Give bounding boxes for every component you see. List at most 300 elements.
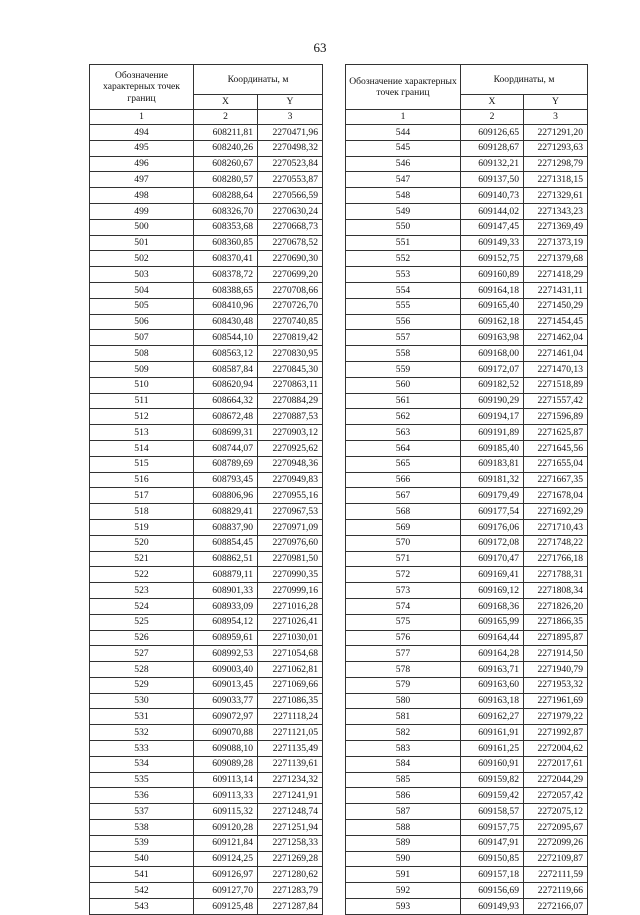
- table-row: [90, 551, 323, 567]
- point-id-cell: 499: [90, 203, 194, 219]
- x-header: X: [194, 95, 258, 110]
- x-coordinate-cell: 609176,06: [461, 519, 524, 535]
- designation-header: Обозначение характерных точек границ: [346, 65, 461, 110]
- x-coordinate-cell: 609190,29: [461, 393, 524, 409]
- x-coordinate-cell: 608388,65: [194, 282, 258, 298]
- y-coordinate-cell: 2270981,50: [258, 551, 323, 567]
- point-id-cell: 551: [346, 235, 461, 251]
- point-id-cell: 494: [90, 125, 194, 141]
- table-row: [346, 156, 588, 172]
- table-row: [346, 440, 588, 456]
- point-id-cell: 514: [90, 440, 194, 456]
- x-coordinate-cell: 609013,45: [194, 677, 258, 693]
- x-coordinate-cell: 609140,73: [461, 188, 524, 204]
- table-row: [346, 488, 588, 504]
- y-coordinate-cell: 2272044,29: [524, 772, 588, 788]
- point-id-cell: 502: [90, 251, 194, 267]
- table-row: [90, 504, 323, 520]
- point-id-cell: 566: [346, 472, 461, 488]
- point-id-cell: 520: [90, 535, 194, 551]
- x-coordinate-cell: 609137,50: [461, 172, 524, 188]
- point-id-cell: 540: [90, 851, 194, 867]
- point-id-cell: 547: [346, 172, 461, 188]
- table-row: [346, 472, 588, 488]
- x-coordinate-cell: 608260,67: [194, 156, 258, 172]
- point-id-cell: 505: [90, 298, 194, 314]
- table-row: [346, 598, 588, 614]
- x-coordinate-cell: 608806,96: [194, 488, 258, 504]
- table-row: [346, 883, 588, 899]
- point-id-cell: 544: [346, 125, 461, 141]
- y-coordinate-cell: 2271283,79: [258, 883, 323, 899]
- table-row: [346, 614, 588, 630]
- y-header: Y: [524, 95, 588, 110]
- x-coordinate-cell: 609172,07: [461, 361, 524, 377]
- table-row: [90, 677, 323, 693]
- table-row: [90, 851, 323, 867]
- x-coordinate-cell: 609182,52: [461, 377, 524, 393]
- x-coordinate-cell: 609172,08: [461, 535, 524, 551]
- y-coordinate-cell: 2270971,09: [258, 519, 323, 535]
- table-row: [346, 409, 588, 425]
- x-coordinate-cell: 608744,07: [194, 440, 258, 456]
- y-coordinate-cell: 2271895,87: [524, 630, 588, 646]
- table-row: [346, 630, 588, 646]
- x-coordinate-cell: 609191,89: [461, 425, 524, 441]
- x-coordinate-cell: 608410,96: [194, 298, 258, 314]
- y-coordinate-cell: 2270726,70: [258, 298, 323, 314]
- point-id-cell: 523: [90, 583, 194, 599]
- point-id-cell: 527: [90, 646, 194, 662]
- x-coordinate-cell: 608664,32: [194, 393, 258, 409]
- point-id-cell: 501: [90, 235, 194, 251]
- y-coordinate-cell: 2271248,74: [258, 804, 323, 820]
- point-id-cell: 542: [90, 883, 194, 899]
- point-id-cell: 553: [346, 267, 461, 283]
- table-row: [90, 662, 323, 678]
- y-coordinate-cell: 2271470,13: [524, 361, 588, 377]
- y-coordinate-cell: 2271291,20: [524, 125, 588, 141]
- point-id-cell: 543: [90, 899, 194, 915]
- x-coordinate-cell: 608563,12: [194, 346, 258, 362]
- y-coordinate-cell: 2271280,62: [258, 867, 323, 883]
- point-id-cell: 541: [90, 867, 194, 883]
- x-coordinate-cell: 609157,75: [461, 820, 524, 836]
- table-row: [346, 772, 588, 788]
- y-coordinate-cell: 2271026,41: [258, 614, 323, 630]
- table-row: [346, 567, 588, 583]
- x-coordinate-cell: 608280,57: [194, 172, 258, 188]
- table-row: [346, 219, 588, 235]
- table-row: [90, 820, 323, 836]
- x-coordinate-cell: 608370,41: [194, 251, 258, 267]
- point-id-cell: 519: [90, 519, 194, 535]
- point-id-cell: 563: [346, 425, 461, 441]
- coordinates-header: Координаты, м: [461, 65, 588, 95]
- point-id-cell: 524: [90, 598, 194, 614]
- x-coordinate-cell: 609185,40: [461, 440, 524, 456]
- table-row: [90, 267, 323, 283]
- table-row: [90, 883, 323, 899]
- y-coordinate-cell: 2271054,68: [258, 646, 323, 662]
- y-coordinate-cell: 2270887,53: [258, 409, 323, 425]
- y-coordinate-cell: 2270498,32: [258, 140, 323, 156]
- table-row: [90, 835, 323, 851]
- point-id-cell: 586: [346, 788, 461, 804]
- y-coordinate-cell: 2270976,60: [258, 535, 323, 551]
- x-coordinate-cell: 608587,84: [194, 361, 258, 377]
- point-id-cell: 581: [346, 709, 461, 725]
- y-coordinate-cell: 2271914,50: [524, 646, 588, 662]
- coordinates-table-left: [89, 64, 323, 915]
- point-id-cell: 588: [346, 820, 461, 836]
- table-row: [346, 693, 588, 709]
- x-coordinate-cell: 609194,17: [461, 409, 524, 425]
- designation-header: Обозначение характерных точек границ: [90, 65, 194, 110]
- y-coordinate-cell: 2272111,59: [524, 867, 588, 883]
- point-id-cell: 522: [90, 567, 194, 583]
- table-row: [90, 614, 323, 630]
- y-coordinate-cell: 2271069,66: [258, 677, 323, 693]
- point-id-cell: 517: [90, 488, 194, 504]
- x-coordinate-cell: 609124,25: [194, 851, 258, 867]
- x-coordinate-cell: 609113,14: [194, 772, 258, 788]
- y-coordinate-cell: 2271596,89: [524, 409, 588, 425]
- x-coordinate-cell: 609159,42: [461, 788, 524, 804]
- point-id-cell: 503: [90, 267, 194, 283]
- point-id-cell: 549: [346, 203, 461, 219]
- table-row: [346, 646, 588, 662]
- table-row: [346, 535, 588, 551]
- y-coordinate-cell: 2271086,35: [258, 693, 323, 709]
- point-id-cell: 511: [90, 393, 194, 409]
- table-row: [90, 472, 323, 488]
- point-id-cell: 535: [90, 772, 194, 788]
- point-id-cell: 572: [346, 567, 461, 583]
- y-coordinate-cell: 2271030,01: [258, 630, 323, 646]
- y-coordinate-cell: 2271373,19: [524, 235, 588, 251]
- y-coordinate-cell: 2272119,66: [524, 883, 588, 899]
- point-id-cell: 496: [90, 156, 194, 172]
- y-coordinate-cell: 2271369,49: [524, 219, 588, 235]
- x-coordinate-cell: 609181,32: [461, 472, 524, 488]
- x-coordinate-cell: 609121,84: [194, 835, 258, 851]
- x-coordinate-cell: 608837,90: [194, 519, 258, 535]
- y-coordinate-cell: 2272099,26: [524, 835, 588, 851]
- y-coordinate-cell: 2270553,87: [258, 172, 323, 188]
- x-header: X: [461, 95, 524, 110]
- x-coordinate-cell: 609072,97: [194, 709, 258, 725]
- table-row: [90, 314, 323, 330]
- y-coordinate-cell: 2271766,18: [524, 551, 588, 567]
- point-id-cell: 548: [346, 188, 461, 204]
- x-coordinate-cell: 609169,12: [461, 583, 524, 599]
- table-row: [90, 899, 323, 915]
- y-coordinate-cell: 2271655,04: [524, 456, 588, 472]
- point-id-cell: 508: [90, 346, 194, 362]
- x-coordinate-cell: 608959,61: [194, 630, 258, 646]
- x-coordinate-cell: 609157,18: [461, 867, 524, 883]
- y-coordinate-cell: 2271269,28: [258, 851, 323, 867]
- y-coordinate-cell: 2270955,16: [258, 488, 323, 504]
- table-row: [90, 646, 323, 662]
- table-row: [90, 693, 323, 709]
- table-row: [90, 251, 323, 267]
- x-coordinate-cell: 609144,02: [461, 203, 524, 219]
- table-row: [90, 804, 323, 820]
- y-coordinate-cell: 2271667,35: [524, 472, 588, 488]
- point-id-cell: 500: [90, 219, 194, 235]
- table-row: [346, 282, 588, 298]
- point-id-cell: 526: [90, 630, 194, 646]
- column-index-1: 1: [346, 110, 461, 125]
- table-row: [346, 867, 588, 883]
- column-index-3: 3: [524, 110, 588, 125]
- y-coordinate-cell: 2270678,52: [258, 235, 323, 251]
- x-coordinate-cell: 608672,48: [194, 409, 258, 425]
- table-row: [90, 361, 323, 377]
- point-id-cell: 561: [346, 393, 461, 409]
- y-coordinate-cell: 2271287,84: [258, 899, 323, 915]
- y-coordinate-cell: 2271625,87: [524, 425, 588, 441]
- y-coordinate-cell: 2271692,29: [524, 504, 588, 520]
- x-coordinate-cell: 609149,93: [461, 899, 524, 915]
- x-coordinate-cell: 609183,81: [461, 456, 524, 472]
- table-row: [346, 393, 588, 409]
- x-coordinate-cell: 609152,75: [461, 251, 524, 267]
- x-coordinate-cell: 609163,98: [461, 330, 524, 346]
- table-row: [346, 361, 588, 377]
- y-coordinate-cell: 2270668,73: [258, 219, 323, 235]
- x-coordinate-cell: 608288,64: [194, 188, 258, 204]
- y-coordinate-cell: 2271961,69: [524, 693, 588, 709]
- point-id-cell: 562: [346, 409, 461, 425]
- x-coordinate-cell: 609160,91: [461, 756, 524, 772]
- y-coordinate-cell: 2271251,94: [258, 820, 323, 836]
- y-coordinate-cell: 2271121,05: [258, 725, 323, 741]
- point-id-cell: 557: [346, 330, 461, 346]
- point-id-cell: 529: [90, 677, 194, 693]
- point-id-cell: 518: [90, 504, 194, 520]
- point-id-cell: 590: [346, 851, 461, 867]
- table-row: [346, 203, 588, 219]
- point-id-cell: 579: [346, 677, 461, 693]
- y-coordinate-cell: 2271808,34: [524, 583, 588, 599]
- table-row: [90, 409, 323, 425]
- point-id-cell: 531: [90, 709, 194, 725]
- table-row: [346, 709, 588, 725]
- table-row: [346, 899, 588, 915]
- point-id-cell: 515: [90, 456, 194, 472]
- table-row: [90, 425, 323, 441]
- x-coordinate-cell: 609162,18: [461, 314, 524, 330]
- table-row: [346, 820, 588, 836]
- point-id-cell: 578: [346, 662, 461, 678]
- table-row: [346, 172, 588, 188]
- table-row: [90, 440, 323, 456]
- y-coordinate-cell: 2271343,23: [524, 203, 588, 219]
- point-id-cell: 570: [346, 535, 461, 551]
- table-row: [346, 662, 588, 678]
- y-coordinate-cell: 2270884,29: [258, 393, 323, 409]
- y-coordinate-cell: 2271953,32: [524, 677, 588, 693]
- x-coordinate-cell: 608954,12: [194, 614, 258, 630]
- x-coordinate-cell: 609147,45: [461, 219, 524, 235]
- x-coordinate-cell: 608378,72: [194, 267, 258, 283]
- x-coordinate-cell: 609177,54: [461, 504, 524, 520]
- point-id-cell: 550: [346, 219, 461, 235]
- table-row: [90, 725, 323, 741]
- y-coordinate-cell: 2270845,30: [258, 361, 323, 377]
- x-coordinate-cell: 609126,65: [461, 125, 524, 141]
- point-id-cell: 556: [346, 314, 461, 330]
- x-coordinate-cell: 609161,25: [461, 741, 524, 757]
- y-coordinate-cell: 2271234,32: [258, 772, 323, 788]
- point-id-cell: 495: [90, 140, 194, 156]
- y-coordinate-cell: 2271431,11: [524, 282, 588, 298]
- y-coordinate-cell: 2270630,24: [258, 203, 323, 219]
- x-coordinate-cell: 609158,57: [461, 804, 524, 820]
- x-coordinate-cell: 609165,40: [461, 298, 524, 314]
- point-id-cell: 592: [346, 883, 461, 899]
- y-coordinate-cell: 2272004,62: [524, 741, 588, 757]
- x-coordinate-cell: 609003,40: [194, 662, 258, 678]
- y-coordinate-cell: 2270523,84: [258, 156, 323, 172]
- y-coordinate-cell: 2271379,68: [524, 251, 588, 267]
- x-coordinate-cell: 608326,70: [194, 203, 258, 219]
- point-id-cell: 537: [90, 804, 194, 820]
- x-coordinate-cell: 608240,26: [194, 140, 258, 156]
- point-id-cell: 564: [346, 440, 461, 456]
- x-coordinate-cell: 608353,68: [194, 219, 258, 235]
- column-index-3: 3: [258, 110, 323, 125]
- y-coordinate-cell: 2270863,11: [258, 377, 323, 393]
- x-coordinate-cell: 609162,27: [461, 709, 524, 725]
- table-row: [90, 867, 323, 883]
- x-coordinate-cell: 609125,48: [194, 899, 258, 915]
- x-coordinate-cell: 609163,18: [461, 693, 524, 709]
- table-row: [90, 630, 323, 646]
- y-coordinate-cell: 2271454,45: [524, 314, 588, 330]
- y-coordinate-cell: 2270699,20: [258, 267, 323, 283]
- x-coordinate-cell: 609160,89: [461, 267, 524, 283]
- point-id-cell: 583: [346, 741, 461, 757]
- point-id-cell: 498: [90, 188, 194, 204]
- x-coordinate-cell: 609168,00: [461, 346, 524, 362]
- y-coordinate-cell: 2271139,61: [258, 756, 323, 772]
- table-row: [346, 188, 588, 204]
- y-coordinate-cell: 2271645,56: [524, 440, 588, 456]
- point-id-cell: 530: [90, 693, 194, 709]
- point-id-cell: 576: [346, 630, 461, 646]
- x-coordinate-cell: 609120,28: [194, 820, 258, 836]
- y-coordinate-cell: 2271016,28: [258, 598, 323, 614]
- table-row: [346, 583, 588, 599]
- point-id-cell: 554: [346, 282, 461, 298]
- x-coordinate-cell: 609179,49: [461, 488, 524, 504]
- x-coordinate-cell: 608430,48: [194, 314, 258, 330]
- x-coordinate-cell: 609126,97: [194, 867, 258, 883]
- point-id-cell: 560: [346, 377, 461, 393]
- x-coordinate-cell: 609115,32: [194, 804, 258, 820]
- table-row: [346, 125, 588, 141]
- x-coordinate-cell: 609169,41: [461, 567, 524, 583]
- y-coordinate-cell: 2270740,85: [258, 314, 323, 330]
- point-id-cell: 532: [90, 725, 194, 741]
- y-coordinate-cell: 2270471,96: [258, 125, 323, 141]
- table-row: [90, 125, 323, 141]
- table-row: [90, 393, 323, 409]
- y-coordinate-cell: 2270708,66: [258, 282, 323, 298]
- coordinates-table-right: [345, 64, 588, 915]
- table-row: [90, 772, 323, 788]
- point-id-cell: 525: [90, 614, 194, 630]
- table-row: [90, 583, 323, 599]
- table-row: [90, 377, 323, 393]
- y-coordinate-cell: 2272017,61: [524, 756, 588, 772]
- point-id-cell: 516: [90, 472, 194, 488]
- point-id-cell: 539: [90, 835, 194, 851]
- x-coordinate-cell: 608793,45: [194, 472, 258, 488]
- y-header: Y: [258, 95, 323, 110]
- point-id-cell: 536: [90, 788, 194, 804]
- point-id-cell: 497: [90, 172, 194, 188]
- point-id-cell: 559: [346, 361, 461, 377]
- y-coordinate-cell: 2270903,12: [258, 425, 323, 441]
- point-id-cell: 545: [346, 140, 461, 156]
- point-id-cell: 558: [346, 346, 461, 362]
- x-coordinate-cell: 609161,91: [461, 725, 524, 741]
- y-coordinate-cell: 2271826,20: [524, 598, 588, 614]
- x-coordinate-cell: 609088,10: [194, 741, 258, 757]
- y-coordinate-cell: 2270948,36: [258, 456, 323, 472]
- table-row: [346, 456, 588, 472]
- y-coordinate-cell: 2270830,95: [258, 346, 323, 362]
- y-coordinate-cell: 2272166,07: [524, 899, 588, 915]
- table-row: [90, 741, 323, 757]
- y-coordinate-cell: 2271462,04: [524, 330, 588, 346]
- point-id-cell: 528: [90, 662, 194, 678]
- point-id-cell: 510: [90, 377, 194, 393]
- y-coordinate-cell: 2271118,24: [258, 709, 323, 725]
- table-row: [346, 851, 588, 867]
- x-coordinate-cell: 609165,99: [461, 614, 524, 630]
- x-coordinate-cell: 609168,36: [461, 598, 524, 614]
- table-row: [346, 756, 588, 772]
- x-coordinate-cell: 609033,77: [194, 693, 258, 709]
- table-row: [90, 598, 323, 614]
- table-row: [90, 756, 323, 772]
- x-coordinate-cell: 608933,09: [194, 598, 258, 614]
- table-row: [346, 835, 588, 851]
- x-coordinate-cell: 609128,67: [461, 140, 524, 156]
- point-id-cell: 534: [90, 756, 194, 772]
- x-coordinate-cell: 608544,10: [194, 330, 258, 346]
- column-index-2: 2: [194, 110, 258, 125]
- point-id-cell: 569: [346, 519, 461, 535]
- y-coordinate-cell: 2272109,87: [524, 851, 588, 867]
- x-coordinate-cell: 608620,94: [194, 377, 258, 393]
- y-coordinate-cell: 2271788,31: [524, 567, 588, 583]
- point-id-cell: 567: [346, 488, 461, 504]
- y-coordinate-cell: 2271461,04: [524, 346, 588, 362]
- table-row: [90, 709, 323, 725]
- x-coordinate-cell: 609164,28: [461, 646, 524, 662]
- table-row: [90, 172, 323, 188]
- point-id-cell: 582: [346, 725, 461, 741]
- y-coordinate-cell: 2271866,35: [524, 614, 588, 630]
- x-coordinate-cell: 609163,60: [461, 677, 524, 693]
